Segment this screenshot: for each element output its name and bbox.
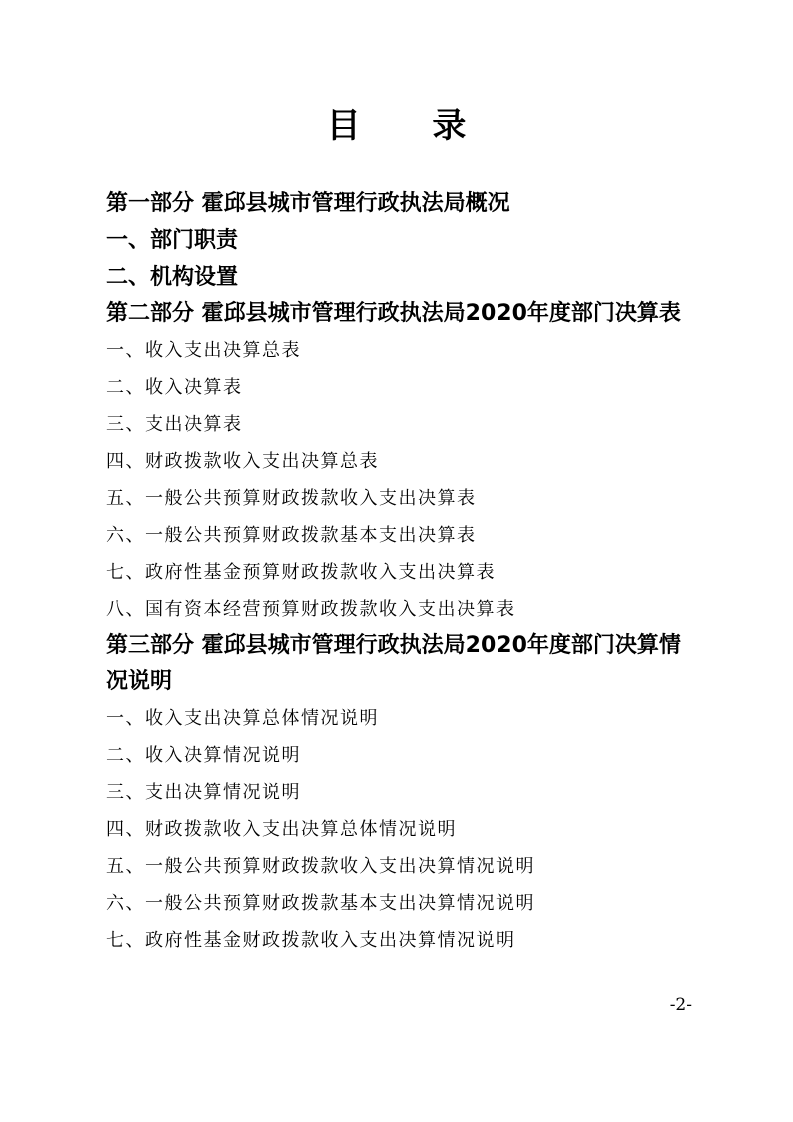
- toc-part-2-item-8[interactable]: 八、国有资本经营预算财政拨款收入支出决算表: [106, 599, 516, 620]
- toc-part-3-heading[interactable]: 第三部分 霍邱县城市管理行政执法局2020年度部门决算情况说明: [106, 633, 681, 694]
- toc-part-2-item-2[interactable]: 二、收入决算表: [106, 377, 243, 398]
- toc-part-2-item-3[interactable]: 三、支出决算表: [106, 414, 243, 435]
- toc-part-1-heading[interactable]: 第一部分 霍邱县城市管理行政执法局概况: [106, 191, 510, 216]
- toc-part-2-item-4[interactable]: 四、财政拨款收入支出决算总表: [106, 451, 379, 472]
- toc-part-2-heading[interactable]: 第二部分 霍邱县城市管理行政执法局2020年度部门决算表: [106, 301, 681, 326]
- toc-part-2-item-7[interactable]: 七、政府性基金预算财政拨款收入支出决算表: [106, 562, 496, 583]
- toc-part-3-item-3[interactable]: 三、支出决算情况说明: [106, 782, 301, 803]
- page-title: 目 录: [326, 106, 497, 146]
- toc-part-3-item-6[interactable]: 六、一般公共预算财政拨款基本支出决算情况说明: [106, 893, 535, 914]
- toc-part-3-item-1[interactable]: 一、收入支出决算总体情况说明: [106, 708, 379, 729]
- toc-part-2-item-6[interactable]: 六、一般公共预算财政拨款基本支出决算表: [106, 525, 477, 546]
- toc-part-3-item-4[interactable]: 四、财政拨款收入支出决算总体情况说明: [106, 819, 457, 840]
- toc-part-1-section-2[interactable]: 二、机构设置: [106, 265, 239, 290]
- page-number: -2-: [669, 995, 692, 1015]
- toc-part-3-item-5[interactable]: 五、一般公共预算财政拨款收入支出决算情况说明: [106, 856, 535, 877]
- toc-part-1-section-1[interactable]: 一、部门职责: [106, 228, 239, 253]
- toc-part-2-item-5[interactable]: 五、一般公共预算财政拨款收入支出决算表: [106, 488, 477, 509]
- toc-part-3-item-7[interactable]: 七、政府性基金财政拨款收入支出决算情况说明: [106, 930, 516, 951]
- toc-part-3-item-2[interactable]: 二、收入决算情况说明: [106, 745, 301, 766]
- toc-part-2-item-1[interactable]: 一、收入支出决算总表: [106, 340, 301, 361]
- table-of-contents: [106, 185, 696, 959]
